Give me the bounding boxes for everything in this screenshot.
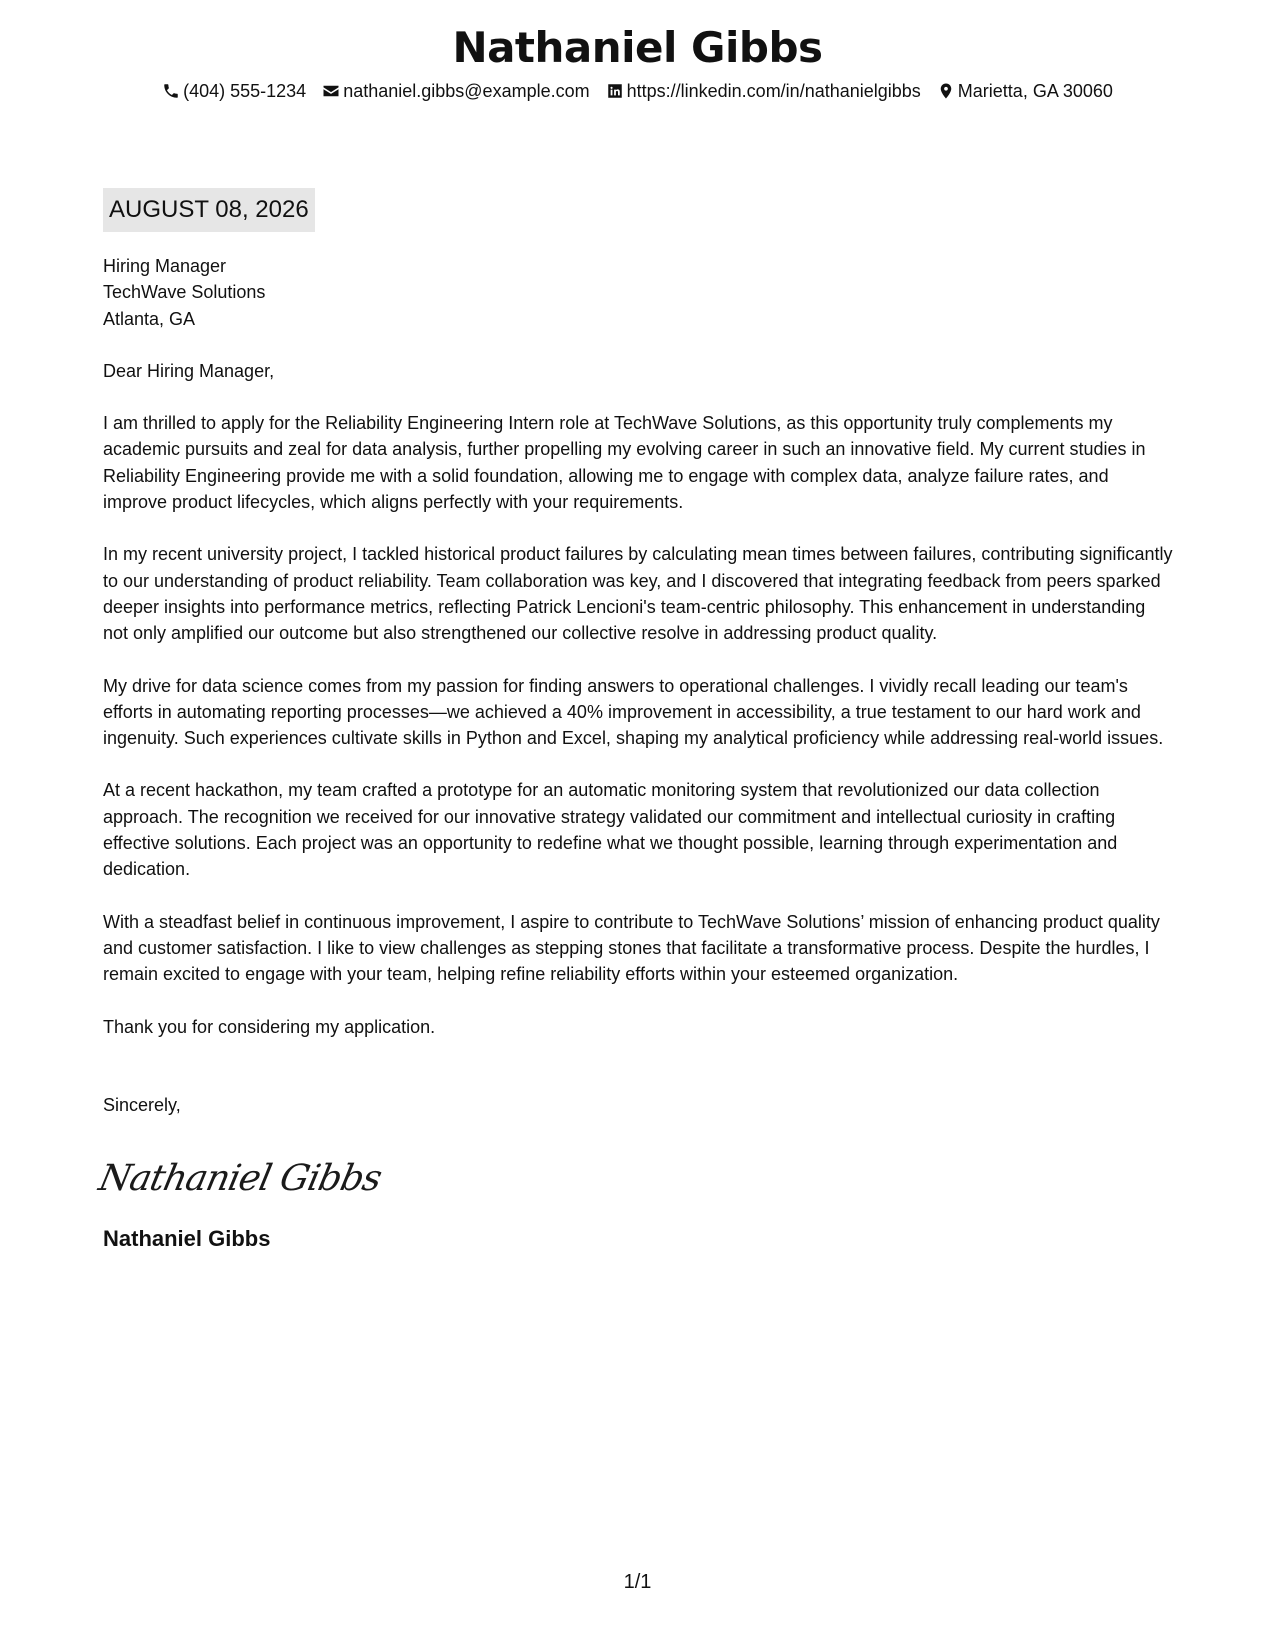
contact-email [322, 80, 589, 102]
contact-info-row [0, 80, 1275, 102]
recipient-block [103, 253, 1173, 332]
page-number: 1/1 [623, 1571, 652, 1593]
body-paragraph: My drive for data science comes from my passion for finding answers to operational challenges. I vividly recall leading our team's efforts in automating reporting processes—we achieved a 40% improvement in accessibility, a true testament to our hard work and ingenuity. Such experiences cultivate skills in Python and Excel, shaping my analytical proficiency while addressing real-world issues. [103, 675, 1164, 749]
location-text: Marietta, GA 30060 [957, 81, 1113, 101]
contact-linkedin [606, 80, 921, 102]
phone-text: (404) 555-1234 [183, 81, 307, 101]
signer-name: Nathaniel Gibbs [103, 1226, 271, 1252]
signature-script: Nathaniel Gibbs [95, 1156, 386, 1200]
handwritten-signature [95, 1144, 1173, 1214]
email-text: nathaniel.gibbs@example.com [343, 81, 590, 101]
contact-phone [162, 80, 306, 102]
salutation: Dear Hiring Manager, [103, 360, 275, 381]
map-pin-icon [937, 82, 955, 100]
body-paragraph: In my recent university project, I tackled historical product failures by calculating mean times between failures, contributing significantly to our understanding of product reliability. Team collaboration was key, and I discovered that integrating feedback from peers sparked deeper insights into performance metrics, reflecting Patrick Lencioni's team-centric philosophy. This enhancement in understanding not only amplified our outcome but also strengthened our collective resolve in addressing product quality. [103, 544, 1173, 644]
closing: Sincerely, [103, 1094, 181, 1115]
linkedin-icon [606, 82, 624, 100]
contact-location [937, 80, 1113, 102]
body-paragraph: With a steadfast belief in continuous improvement, I aspire to contribute to TechWave Solutions’ mission of enhancing product quality and customer satisfaction. I like to view challenges as stepping stones that facilitate a transformative process. Despite the hurdles, I remain excited to engage with your team, helping refine reliability efforts within your esteemed organization. [103, 911, 1160, 985]
linkedin-text: https://linkedin.com/in/nathanielgibbs [626, 81, 921, 101]
recipient-city: Atlanta, GA [103, 308, 196, 329]
applicant-name-heading: Nathaniel Gibbs [452, 23, 823, 72]
recipient-title: Hiring Manager [103, 256, 227, 276]
thank-you-line: Thank you for considering my application. [103, 1016, 436, 1037]
envelope-icon [322, 82, 340, 100]
body-paragraph: I am thrilled to apply for the Reliability Engineering Intern role at TechWave Solutions, as this opportunity truly complements my academic pursuits and zeal for data analysis, further propelling my evolving career in such an innovative field. My current studies in Reliability Engineering provide me with a solid foundation, allowing me to engage with complex data, analyze failure rates, and improve product lifecycles, which aligns perfectly with your requirements. [103, 413, 1146, 513]
letter-body [95, 253, 1173, 1254]
recipient-company: TechWave Solutions [103, 282, 266, 303]
body-paragraph: At a recent hackathon, my team crafted a prototype for an automatic monitoring system that revolutionized our data collection approach. The recognition we received for our innovative strategy validated our commitment and intellectual curiosity in crafting effective solutions. Each project was an opportunity to redefine what we thought possible, learning through experimentation and dedication. [103, 780, 1118, 880]
phone-icon [162, 82, 180, 100]
letter-date: AUGUST 08, 2026 [103, 188, 315, 232]
